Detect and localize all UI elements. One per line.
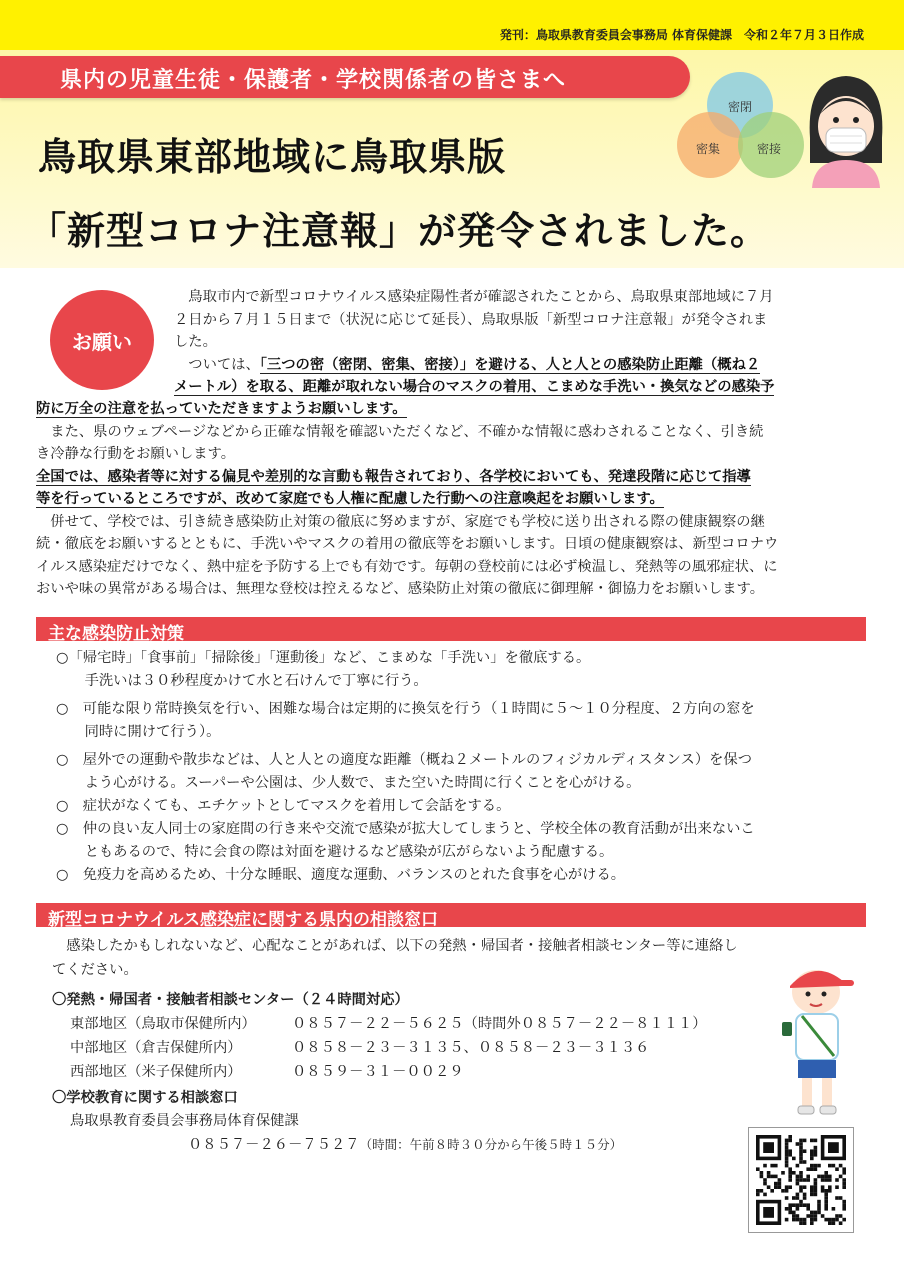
boy-with-phone-illustration [772, 960, 862, 1120]
list-item: ○ 屋外での運動や散歩などは、人と人との適度な距離（概ね２メートルのフィジカルディスタンス）を保つ よう心がける。スーパーや公園は、少人数で、また空いた時間に行くことを心がける。 [56, 752, 753, 791]
request-body [36, 398, 876, 601]
center-row: 中部地区（倉吉保健所内） ０８５８－２３－３１３５、０８５８－２３－３１３６ [70, 1040, 650, 1056]
phone-number: ０８５７－２２－５６２５（時間外０８５７－２２－８１１１） [292, 1016, 707, 1032]
request-line: 続・徹底をお願いするとともに、手洗いやマスクの着用の徹底等をお願いします。日頃の健康観察は、新型コロナウ [36, 536, 779, 552]
page-title-line2: 「新型コロナ注意報」が発令されました。 [28, 209, 770, 253]
list-item: ○ 免疫力を高めるため、十分な睡眠、適度な運動、バランスのとれた食事を心がける。 [56, 867, 626, 883]
request-line: 併せて、学校では、引き続き感染防止対策の徹底に努めますが、家庭でも学校に送り出される際の健康観察の継 [36, 513, 765, 530]
request-bold-text: 「三つの密（密閉、密集、密接）」を避ける、人と人との感染防止距離（概ね２ [259, 356, 761, 373]
list-item: ○ 可能な限り常時換気を行い、困難な場合は定期的に換気を行う（１時間に５～１０分程度、２方向の窓を 同時に開けて行う）。 [56, 701, 755, 740]
request-line: ２日から７月１５日まで（状況に応じて延長）、鳥取県版「新型コロナ注意報」が発令されま [174, 311, 768, 328]
qr-code[interactable] [748, 1127, 854, 1233]
request-intro [174, 286, 864, 399]
list-item: ○ 症状がなくても、エチケットとしてマスクを着用して会話をする。 [56, 798, 511, 814]
consult-intro: 感染したかもしれないなど、心配なことがあれば、以下の発熱・帰国者・接触者相談センター等に連絡し てください。 [52, 938, 738, 978]
venn-label-crowded: 密集 [696, 142, 721, 156]
request-line: き冷静な行動をお願いします。 [36, 446, 236, 462]
request-bold-text: 防に万全の注意を払っていただきますようお願いします。 [36, 401, 407, 417]
issuer-line: 発刊：鳥取県教育委員会事務局 体育保健課 令和２年７月３日作成 [499, 28, 864, 42]
request-bold-text: メートル）を取る、距離が取れない場合のマスクの着用、こまめな手洗い・換気などの感染予 [174, 379, 775, 395]
request-lead: ついては、 [174, 356, 260, 373]
measures-heading: 主な感染防止対策 [48, 624, 184, 644]
phone-number: ０８５９－３１－００２９ [292, 1064, 464, 1080]
center-list [70, 1012, 810, 1084]
school-hours: （時間：午前８時３０分から午後５時１５分） [359, 1137, 623, 1152]
measures-list [56, 647, 876, 887]
consult-heading: 新型コロナウイルス感染症に関する県内の相談窓口 [48, 910, 438, 930]
phone-number: ０８５８－２３－３１３５、０８５８－２３－３１３６ [292, 1040, 650, 1056]
center-title: 〇発熱・帰国者・接触者相談センター（２４時間対応） [52, 992, 409, 1008]
masked-girl-illustration [800, 68, 892, 188]
school-title: 〇学校教育に関する相談窓口 [52, 1090, 238, 1106]
request-line: また、県のウェブページなどから正確な情報を確認いただくなど、不確かな情報に惑わされることなく、引き続 [36, 423, 764, 440]
request-line: おいや味の異常がある場合は、無理な登校は控えるなど、感染防止対策の徹底に御理解・御協力をお願いします。 [36, 581, 764, 597]
page-title-line1: 鳥取県東部地域に鳥取県版 [38, 135, 507, 179]
audience-ribbon-text: 県内の児童生徒・保護者・学校関係者の皆さまへ [60, 68, 567, 93]
request-line: した。 [174, 334, 217, 350]
venn-label-close-contact: 密接 [757, 142, 782, 156]
list-item: ○ 仲の良い友人同士の家庭間の行き来や交流で感染が拡大してしまうと、学校全体の教育活動が出来ないこ ともあるので、特に会食の際は対面を避けるなど感染が広がらないよう配慮する。 [56, 821, 755, 860]
request-line: イルス感染症だけでなく、熱中症を予防する上でも有効です。毎朝の登校前には必ず検温し、発熱等の風邪症状、に [36, 558, 778, 575]
phone-number: ０８５７－２６－７５２７ [188, 1137, 360, 1153]
school-org: 鳥取県教育委員会事務局体育保健課 [70, 1113, 299, 1129]
request-line: 鳥取市内で新型コロナウイルス感染症陽性者が確認されたことから、鳥取県東部地域に７月 [174, 289, 774, 305]
request-bold-text: 全国では、感染者等に対する偏見や差別的な言動も報告されており、各学校においても、発達段階に応じて指導 [36, 468, 751, 485]
request-bold-text: 等を行っているところですが、改めて家庭でも人権に配慮した行動への注意喚起をお願いします。 [36, 491, 664, 507]
qr-code-icon [749, 1128, 853, 1232]
school-contact [188, 1133, 622, 1157]
center-row: 西部地区（米子保健所内） ０８５９－３１－００２９ [70, 1064, 464, 1080]
request-line-bold [174, 354, 864, 377]
request-badge: お願い [50, 290, 154, 390]
venn-label-closed: 密閉 [728, 100, 753, 114]
list-item: ○「帰宅時」「食事前」「掃除後」「運動後」など、こまめな「手洗い」を徹底する。 手洗いは３０秒程度かけて水と石けんで丁寧に行う。 [56, 650, 591, 689]
center-row: 東部地区（鳥取市保健所内） ０８５７－２２－５６２５（時間外０８５７－２２－８１１１） [70, 1016, 707, 1032]
request-line-bold [174, 376, 864, 399]
